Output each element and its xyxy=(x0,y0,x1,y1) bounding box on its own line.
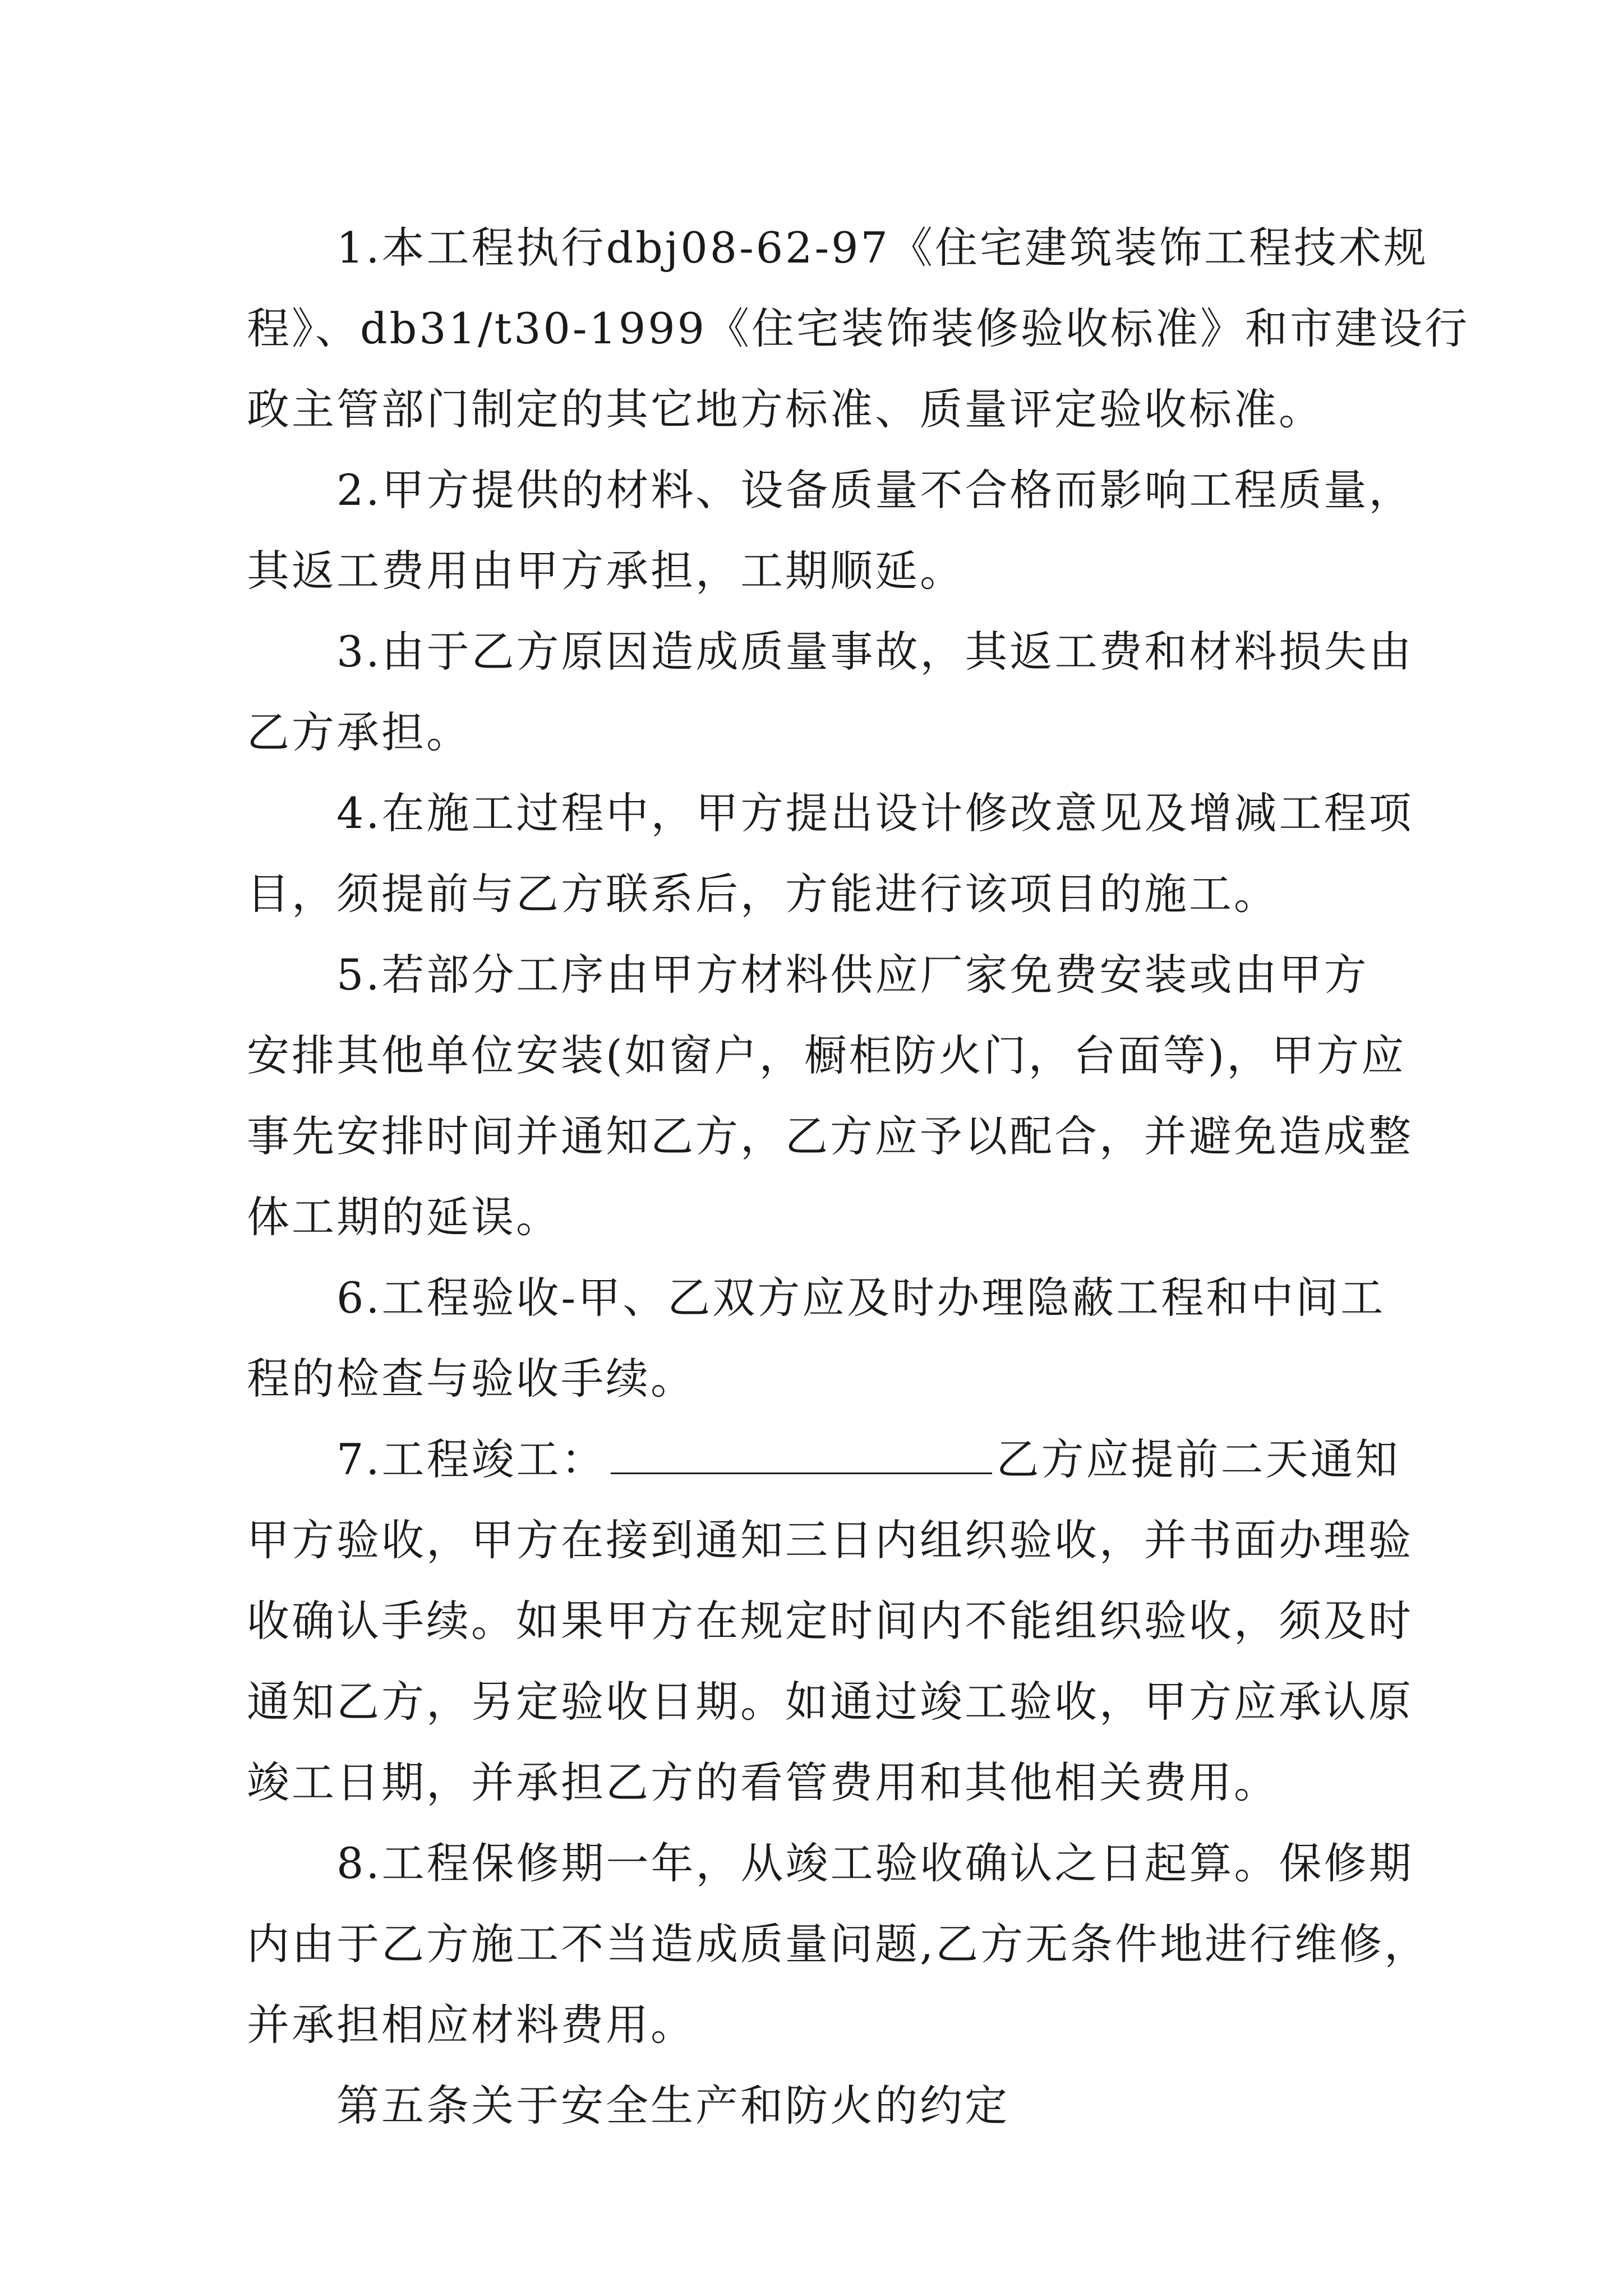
paragraph-2-line-2: 其返工费用由甲方承担，工期顺延。 xyxy=(247,546,965,596)
paragraph-2-line-1: 2.甲方提供的材料、设备质量不合格而影响工程质量， xyxy=(336,465,1414,515)
paragraph-7-line-4: 通知乙方，另定验收日期。如通过竣工验收，甲方应承认原 xyxy=(247,1677,1413,1727)
paragraph-7-line-1 xyxy=(247,1419,1408,1500)
paragraph-7-line-5: 竣工日期，并承担乙方的看管费用和其他相关费用。 xyxy=(247,1757,1279,1807)
document-body xyxy=(247,208,1469,2146)
paragraph-5-line-1: 5.若部分工序由甲方材料供应厂家免费安装或由甲方 xyxy=(336,950,1369,1000)
paragraph-1-line-1: 1.本工程执行dbj08-62-97《住宅建筑装饰工程技术规 xyxy=(336,223,1428,273)
paragraph-3-line-2: 乙方承担。 xyxy=(247,707,471,757)
paragraph-7-prefix: 7.工程竣工： xyxy=(336,1434,606,1484)
paragraph-6-line-1: 6.工程验收-甲、乙双方应及时办理隐蔽工程和中间工 xyxy=(336,1273,1386,1323)
section-heading: 第五条关于安全生产和防火的约定 xyxy=(336,2081,1009,2131)
paragraph-5-line-4: 体工期的延误。 xyxy=(247,1192,561,1242)
paragraph-8-line-3: 并承担相应材料费用。 xyxy=(247,2000,695,2050)
paragraph-7-suffix: 乙方应提前二天通知 xyxy=(996,1434,1400,1484)
paragraph-8-line-1: 8.工程保修期一年，从竣工验收确认之日起算。保修期 xyxy=(336,1838,1414,1888)
paragraph-4-line-2: 目，须提前与乙方联系后，方能进行该项目的施工。 xyxy=(247,869,1279,919)
paragraph-7-line-3: 收确认手续。如果甲方在规定时间内不能组织验收，须及时 xyxy=(247,1596,1413,1646)
paragraph-7-line-2: 甲方验收，甲方在接到通知三日内组织验收，并书面办理验 xyxy=(247,1515,1413,1565)
paragraph-5-line-3: 事先安排时间并通知乙方，乙方应予以配合，并避免造成整 xyxy=(247,1111,1413,1161)
paragraph-6-line-2: 程的检查与验收手续。 xyxy=(247,1354,695,1404)
paragraph-8-line-2: 内由于乙方施工不当造成质量问题,乙方无条件地进行维修， xyxy=(247,1919,1430,1969)
paragraph-1-line-3: 政主管部门制定的其它地方标准、质量评定验收标准。 xyxy=(247,384,1324,434)
paragraph-4-line-1: 4.在施工过程中，甲方提出设计修改意见及增减工程项 xyxy=(336,788,1414,838)
paragraph-5-line-2: 安排其他单位安装(如窗户，橱柜防火门，台面等)，甲方应 xyxy=(247,1030,1407,1080)
paragraph-3-line-1: 3.由于乙方原因造成质量事故，其返工费和材料损失由 xyxy=(336,627,1414,677)
paragraph-1-line-2: 程》、db31/t30-1999《住宅装饰装修验收标准》和市建设行 xyxy=(247,303,1469,353)
fill-in-blank[interactable] xyxy=(611,1439,992,1474)
